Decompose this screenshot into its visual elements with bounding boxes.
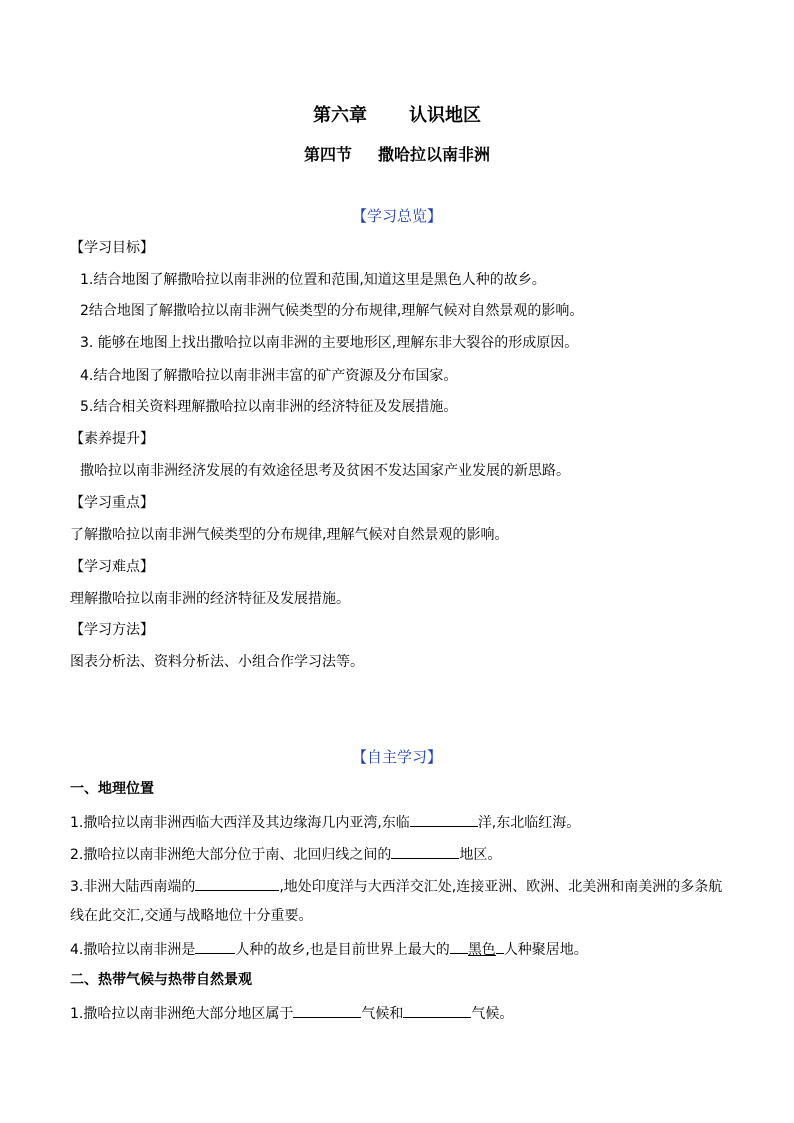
answer-blank[interactable] xyxy=(410,811,478,827)
method-text: 图表分析法、资料分析法、小组合作学习法等。 xyxy=(70,654,364,670)
section-number: 第四节 xyxy=(303,145,352,164)
answer-blank[interactable] xyxy=(403,1002,471,1018)
objective-item: 5.结合相关资料理解撒哈拉以南非洲的经济特征及发展措施。 xyxy=(80,399,458,415)
chapter-number: 第六章 xyxy=(313,105,367,126)
key-label: 【学习重点】 xyxy=(70,495,154,511)
objective-item: 2结合地图了解撒哈拉以南非洲气候类型的分布规律,理解气候对自然景观的影响。 xyxy=(80,303,584,319)
section-title xyxy=(0,144,794,166)
literacy-label: 【素养提升】 xyxy=(70,431,154,447)
chapter-title xyxy=(0,104,794,128)
question-3: 3.非洲大陆西南端的 ,地处印度洋与大西洋交汇处,连接亚洲、欧洲、北美洲和南美洲的多条航 xyxy=(70,875,722,897)
self-study-heading: 【自主学习】 xyxy=(351,748,442,766)
question-1: 1.撒哈拉以南非洲西临大西洋及其边缘海几内亚湾,东临 洋,东北临红海。 xyxy=(70,811,580,833)
answer-blank[interactable] xyxy=(450,938,468,954)
section-name: 撒哈拉以南非洲 xyxy=(378,145,491,164)
objectives-label: 【学习目标】 xyxy=(70,240,154,256)
answer-blank[interactable] xyxy=(195,938,235,954)
chapter-name: 认识地区 xyxy=(409,105,481,126)
literacy-text: 撒哈拉以南非洲经济发展的有效途径思考及贫困不发达国家产业发展的新思路。 xyxy=(80,463,570,479)
filled-answer: 黑色 xyxy=(467,942,496,958)
answer-blank[interactable] xyxy=(195,875,279,891)
question-3-continued: 线在此交汇,交通与战略地位十分重要。 xyxy=(70,908,313,924)
objective-item: 1.结合地图了解撒哈拉以南非洲的位置和范围,知道这里是黑色人种的故乡。 xyxy=(80,272,546,288)
difficult-label: 【学习难点】 xyxy=(70,559,154,575)
objective-item: 3. 能够在地图上找出撒哈拉以南非洲的主要地形区,理解东非大裂谷的形成原因。 xyxy=(80,335,579,351)
overview-heading: 【学习总览】 xyxy=(351,207,442,225)
answer-blank[interactable] xyxy=(496,938,504,954)
key-text: 了解撒哈拉以南非洲气候类型的分布规律,理解气候对自然景观的影响。 xyxy=(70,527,509,543)
question-4: 4.撒哈拉以南非洲是 人种的故乡,也是目前世界上最大的 黑色 人种聚居地。 xyxy=(70,938,588,960)
objective-item: 4.结合地图了解撒哈拉以南非洲丰富的矿产资源及分布国家。 xyxy=(80,368,458,384)
question-2: 2.撒哈拉以南非洲绝大部分位于南、北回归线之间的 地区。 xyxy=(70,843,501,865)
question-5: 1.撒哈拉以南非洲绝大部分地区属于 气候和 气候。 xyxy=(70,1002,513,1024)
part2-title: 二、热带气候与热带自然景观 xyxy=(70,972,252,988)
answer-blank[interactable] xyxy=(293,1002,361,1018)
answer-blank[interactable] xyxy=(391,843,459,859)
method-label: 【学习方法】 xyxy=(70,622,154,638)
part1-title: 一、地理位置 xyxy=(70,781,154,797)
difficult-text: 理解撒哈拉以南非洲的经济特征及发展措施。 xyxy=(70,591,350,607)
